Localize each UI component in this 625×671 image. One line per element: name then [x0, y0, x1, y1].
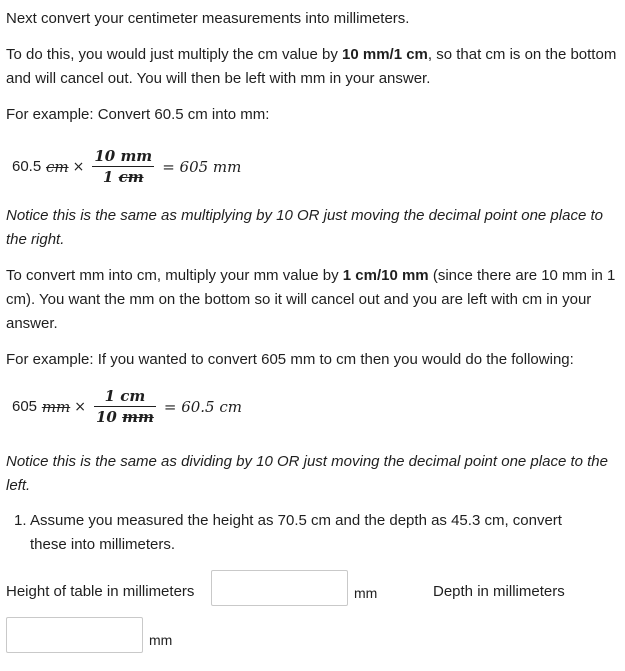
eq2-numerator: 1 cm: [104, 387, 146, 405]
depth-mm-input[interactable]: [6, 617, 143, 653]
question-number: 1.: [14, 512, 27, 529]
eq1-fraction: [92, 146, 154, 187]
example1-intro: For example: Convert 60.5 cm into mm:: [6, 106, 270, 123]
equation-cm-to-mm: [12, 146, 241, 187]
eq2-result: = 60.5 cm: [163, 397, 242, 416]
eq2-value: 605: [12, 398, 38, 415]
eq1-numerator: 10 mm: [94, 147, 153, 165]
eq2-times-sign: ×: [74, 398, 86, 415]
depth-field-label: Depth in millimeters: [433, 583, 565, 600]
height-unit-label: mm: [354, 585, 378, 601]
intro-paragraph: Next convert your centimeter measurements into millimeters.: [6, 10, 410, 27]
mm-to-cm-explanation: To convert mm into cm, multiply your mm value by 1 cm/10 mm (since there are 10 mm in 1 cm). You want the mm on the bottom so it will cancel out and you are left with cm in your answer.: [6, 267, 616, 332]
eq2-denominator: 10 mm: [96, 408, 154, 426]
question-text-line2: these into millimeters.: [30, 536, 176, 553]
height-field-label: Height of table in millimeters: [6, 583, 195, 600]
cancelled-denominator-unit: cm: [118, 168, 144, 186]
eq1-value: 60.5: [12, 158, 42, 175]
eq1-times-sign: ×: [72, 158, 85, 175]
conversion-factor-mm-to-cm: 1 cm/10 mm: [342, 267, 429, 284]
note-multiply: Notice this is the same as multiplying by 10 OR just moving the decimal point one place to the right.: [6, 207, 603, 248]
depth-unit-label: mm: [149, 632, 173, 648]
question-text-line1: Assume you measured the height as 70.5 cm and the depth as 45.3 cm, convert: [30, 512, 562, 529]
conversion-factor-cm-to-mm: 10 mm/1 cm: [342, 46, 428, 63]
eq1-denominator: 1 cm: [102, 168, 144, 186]
equation-mm-to-cm: [12, 386, 242, 427]
eq2-fraction: [94, 386, 156, 427]
note-divide: Notice this is the same as dividing by 10 OR just moving the decimal point one place to the left.: [6, 453, 608, 494]
eq1-result: = 605 mm: [162, 157, 242, 176]
height-mm-input[interactable]: [211, 570, 348, 606]
cm-to-mm-explanation: To do this, you would just multiply the cm value by 10 mm/1 cm, so that cm is on the bottom and will cancel out. You will then be left with mm in your answer.: [6, 46, 617, 87]
question-1: [14, 509, 614, 557]
eq2-cancelled-unit: mm: [41, 397, 71, 416]
eq1-cancelled-unit: cm: [45, 157, 69, 176]
cancelled-denominator-unit: mm: [122, 408, 154, 426]
example2-intro: For example: If you wanted to convert 605 mm to cm then you would do the following:: [6, 351, 574, 368]
